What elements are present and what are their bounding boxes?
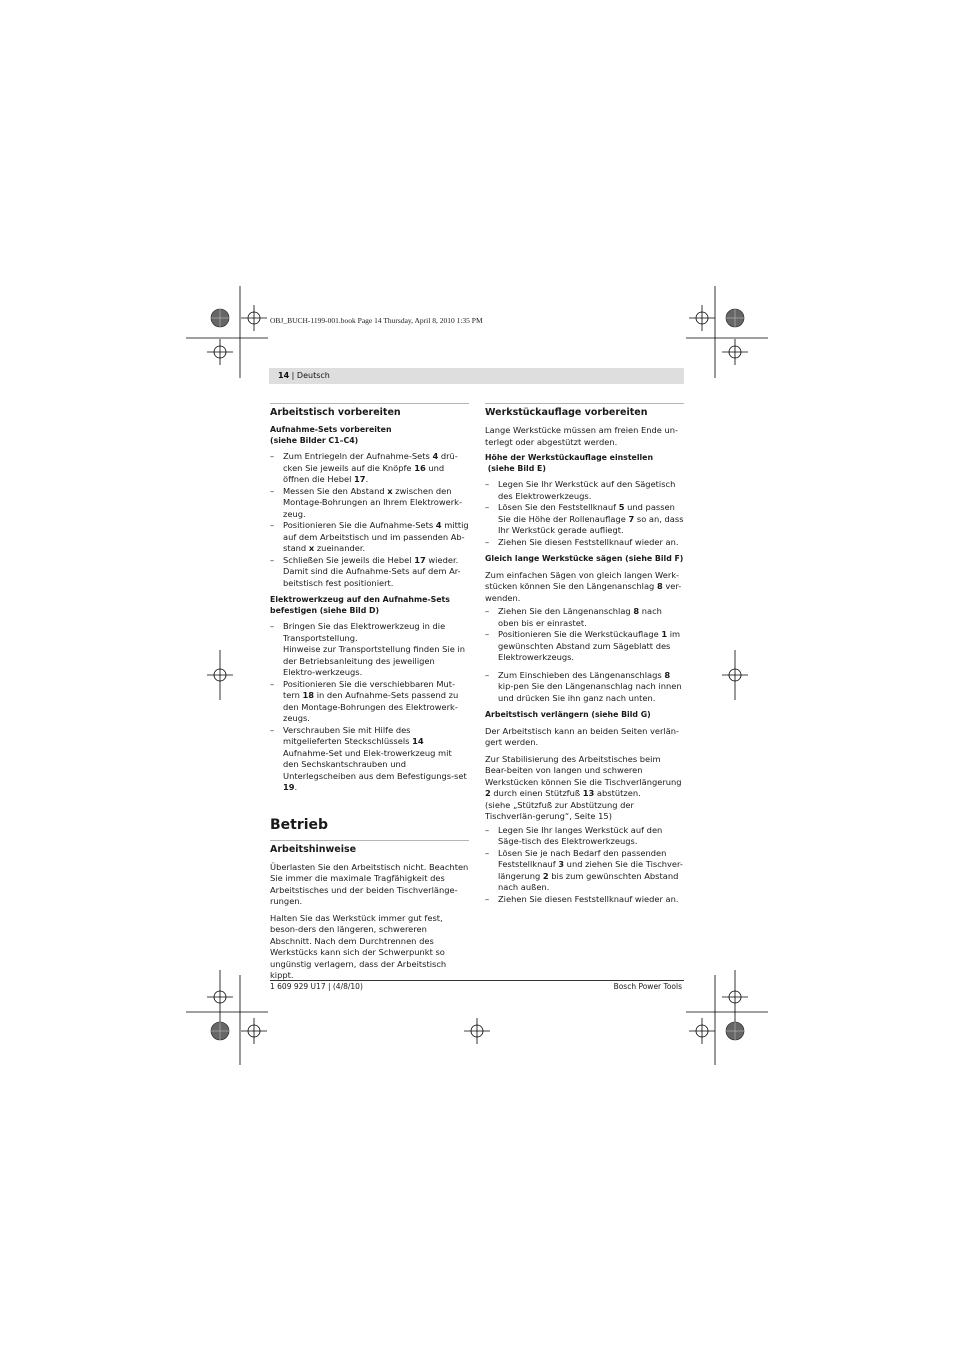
list-item: – Ziehen Sie diesen Feststellknauf wieder an.: [485, 893, 679, 904]
right-column: [485, 403, 684, 905]
chapter-heading-betrieb: Betrieb: [270, 816, 329, 833]
list-item: – Positionieren Sie die verschiebbaren Mut-tern 18 in den Aufnahme-Sets passend zu den Montage-Bohrungen des Elektrowerk-zeugs.: [270, 678, 459, 723]
paragraph: Zur Stabilisierung des Arbeitstisches beim Bear-beiten von langen und schweren Werkstücken können Sie die Tischverlängerung 2 durch einen Stützfuß 13 abstützen. (siehe „Stützfuß zur Abstützung der Tischverlän-gerung“, Seite 15): [485, 753, 682, 821]
subheading-verlaengern: Arbeitstisch verlängern (siehe Bild G): [485, 710, 651, 719]
list-item: – Legen Sie Ihr Werkstück auf den Sägetisch des Elektrowerkzeugs.: [485, 479, 676, 501]
list-item: – Bringen Sie das Elektrowerkzeug in die Transportstellung. Hinweise zur Transportstellung finden Sie in der Betriebsanleitung des jeweiligen Elektro-werkzeugs.: [270, 621, 465, 677]
list-item: – Legen Sie Ihr langes Werkstück auf den Säge-tisch des Elektrowerkzeugs.: [485, 824, 663, 846]
subheading-elektrowerkzeug-befestigen: Elektrowerkzeug auf den Aufnahme-Sets befestigen (siehe Bild D): [270, 595, 450, 615]
paragraph: Lange Werkstücke müssen am freien Ende un-terlegt oder abgestützt werden.: [485, 425, 679, 447]
list-item: – Lösen Sie je nach Bedarf den passenden Feststellknauf 3 und ziehen Sie die Tischver-längerung 2 bis zum gewünschten Abstand nach außen.: [485, 847, 683, 892]
paragraph: Überlasten Sie den Arbeitstisch nicht. Beachten Sie immer die maximale Tragfähigkeit des Arbeitstisches und der beiden Tischverlänge-rungen.: [270, 861, 469, 906]
list-item: – Ziehen Sie den Längenanschlag 8 nach oben bis er einrastet.: [485, 606, 662, 628]
list-item: – Messen Sie den Abstand x zwischen den Montage-Bohrungen an Ihrem Elektrowerk-zeug.: [270, 485, 462, 519]
header-separator: |: [289, 371, 297, 380]
left-column: [270, 403, 469, 987]
subheading-hoehe-einstellen: Höhe der Werkstückauflage einstellen (siehe Bild E): [485, 453, 654, 473]
list-item: – Positionieren Sie die Aufnahme-Sets 4 mittig auf dem Arbeitstisch und im passenden Ab-stand x zueinander.: [270, 520, 469, 553]
list-item: – Verschrauben Sie mit Hilfe des mitgelieferten Steckschlüssels 14 Aufnahme-Set und Elek-trowerkzeug mit den Sechskantschrauben und Unterlegscheiben aus dem Befestigungs-set 19.: [270, 724, 467, 792]
page-header-bar: [269, 368, 684, 384]
footer-doc-number: 1 609 929 U17 | (4/8/10): [270, 982, 363, 991]
paragraph: Der Arbeitstisch kann an beiden Seiten verlän-gert werden.: [485, 725, 680, 747]
section-title-werkstueckauflage: Werkstückauflage vorbereiten: [485, 403, 684, 419]
footer-rule: [270, 980, 684, 981]
list-item: – Zum Einschieben des Längenanschlags 8 kip-pen Sie den Längenanschlag nach innen und drücken Sie ihn ganz nach unten.: [485, 669, 682, 703]
page-header: [278, 371, 330, 380]
header-language: Deutsch: [296, 371, 330, 380]
list-item: – Positionieren Sie die Werkstückauflage 1 im gewünschten Abstand zum Sägeblatt des Elektrowerkzeugs.: [485, 629, 681, 662]
list-item: – Schließen Sie jeweils die Hebel 17 wieder. Damit sind die Aufnahme-Sets auf dem Ar-beitstisch fest positioniert.: [270, 554, 461, 588]
subheading-gleich-lange: Gleich lange Werkstücke sägen (siehe Bild F): [485, 554, 684, 563]
subheading-aufnahme-sets: Aufnahme-Sets vorbereiten (siehe Bilder C1–C4): [270, 425, 392, 445]
section-title-arbeitshinweise: Arbeitshinweise: [270, 840, 469, 856]
page-number: 14: [278, 371, 290, 380]
paragraph: Zum einfachen Sägen von gleich langen Werk-stücken können Sie den Längenanschlag 8 ver-wenden.: [485, 569, 682, 603]
file-info: OBJ_BUCH-1199-001.book Page 14 Thursday, April 8, 2010 1:35 PM: [270, 316, 483, 325]
list-item: – Lösen Sie den Feststellknauf 5 und passen Sie die Höhe der Rollenauflage 7 so an, dass Ihr Werkstück gerade aufliegt.: [485, 502, 684, 535]
paragraph: Halten Sie das Werkstück immer gut fest, beson-ders den längeren, schwereren Abschnitt. Nach dem Durchtrennen des Werkstücks kann sich der Schwerpunkt so ungünstig verlagern, dass der Arbeitstisch kippt.: [270, 912, 447, 980]
list-item: – Ziehen Sie diesen Feststellknauf wieder an.: [485, 536, 679, 547]
list-item: – Zum Entriegeln der Aufnahme-Sets 4 drü-cken Sie jeweils auf die Knöpfe 16 und öffnen die Hebel 17.: [270, 451, 458, 484]
section-title-arbeitstisch-vorbereiten: Arbeitstisch vorbereiten: [270, 403, 469, 419]
footer-brand: Bosch Power Tools: [613, 982, 682, 991]
